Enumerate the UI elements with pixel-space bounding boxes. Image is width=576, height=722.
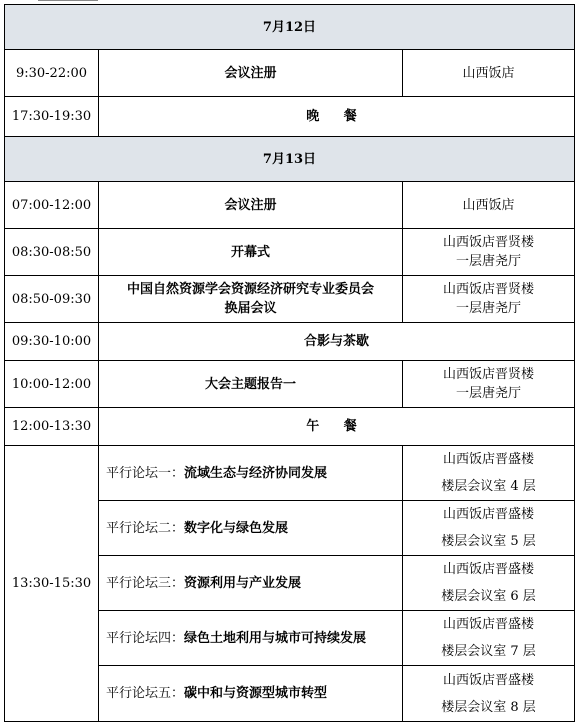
event-cell: 开幕式: [99, 229, 403, 276]
event-cell: [99, 276, 403, 323]
event-cell: 合影与茶歇: [99, 323, 575, 361]
event-cell: 会议注册: [99, 182, 403, 229]
location-cell: 山西饭店: [403, 182, 575, 229]
forum-prefix: 平行论坛一：: [106, 465, 185, 481]
location-line: 山西饭店晋盛楼: [442, 562, 534, 577]
location-line: 楼层会议室 5 层: [441, 534, 536, 549]
schedule-row: [5, 408, 575, 446]
event-line: 中国自然资源学会资源经济研究专业委员会: [126, 282, 374, 297]
location-line: 山西饭店晋盛楼: [442, 617, 534, 632]
time-cell: 10:00-12:00: [5, 361, 99, 408]
forum-prefix: 平行论坛三：: [106, 575, 185, 591]
schedule-row: [5, 50, 575, 97]
schedule-row: [5, 323, 575, 361]
schedule-row: [5, 361, 575, 408]
location-line: 楼层会议室 7 层: [441, 644, 536, 659]
day-header: 7月12日: [5, 5, 575, 50]
schedule-row: [5, 182, 575, 229]
forum-cell: [99, 611, 403, 666]
forum-row: [5, 446, 575, 501]
location-line: 山西饭店晋盛楼: [442, 507, 534, 522]
time-cell: 12:00-13:30: [5, 408, 99, 446]
time-cell: 09:30-10:00: [5, 323, 99, 361]
location-line: 楼层会议室 8 层: [441, 699, 536, 715]
location-line: 山西饭店晋贤楼: [442, 367, 534, 382]
forum-topic: 资源利用与产业发展: [184, 575, 302, 591]
schedule-row: [5, 229, 575, 276]
time-cell: 13:30-15:30: [5, 446, 99, 722]
forum-topic: 绿色土地利用与城市可持续发展: [184, 630, 367, 646]
forum-topic: 流域生态与经济协同发展: [184, 465, 328, 481]
event-cell: 大会主题报告一: [99, 361, 403, 408]
time-cell: 07:00-12:00: [5, 182, 99, 229]
day-header-row: [5, 5, 575, 50]
location-cell: [403, 229, 575, 276]
event-cell: 午 餐: [99, 408, 575, 446]
location-cell: [403, 666, 575, 722]
day-header: 7月13日: [5, 137, 575, 182]
forum-prefix: 平行论坛五：: [106, 686, 185, 701]
location-line: 一层唐尧厅: [455, 301, 521, 316]
forum-topic: 数字化与绿色发展: [184, 520, 289, 536]
location-cell: [403, 361, 575, 408]
location-cell: [403, 501, 575, 556]
location-line: 一层唐尧厅: [455, 254, 521, 269]
location-line: 一层唐尧厅: [455, 386, 521, 401]
schedule-row: [5, 276, 575, 323]
time-cell: 08:30-08:50: [5, 229, 99, 276]
forum-cell: [99, 446, 403, 501]
schedule-table: [4, 4, 575, 722]
location-cell: [403, 556, 575, 611]
location-cell: [403, 446, 575, 501]
day-header-row: [5, 137, 575, 182]
time-cell: 08:50-09:30: [5, 276, 99, 323]
forum-prefix: 平行论坛二：: [106, 520, 185, 536]
event-cell: 晚 餐: [99, 97, 575, 137]
location-line: 山西饭店晋贤楼: [442, 235, 534, 250]
location-line: 楼层会议室 6 层: [441, 589, 536, 604]
location-cell: [403, 276, 575, 323]
location-line: 山西饭店晋盛楼: [442, 452, 534, 467]
location-cell: [403, 611, 575, 666]
forum-topic: 碳中和与资源型城市转型: [184, 686, 328, 701]
time-cell: 17:30-19:30: [5, 97, 99, 137]
time-cell: 9:30-22:00: [5, 50, 99, 97]
forum-cell: [99, 501, 403, 556]
schedule-row: [5, 97, 575, 137]
location-line: 楼层会议室 4 层: [441, 479, 536, 494]
location-line: 山西饭店晋盛楼: [442, 672, 534, 688]
forum-cell: [99, 556, 403, 611]
forum-prefix: 平行论坛四：: [106, 630, 185, 646]
location-cell: 山西饭店: [403, 50, 575, 97]
forum-cell: [99, 666, 403, 722]
event-line: 换届会议: [224, 301, 277, 316]
location-line: 山西饭店晋贤楼: [442, 282, 534, 297]
event-cell: 会议注册: [99, 50, 403, 97]
